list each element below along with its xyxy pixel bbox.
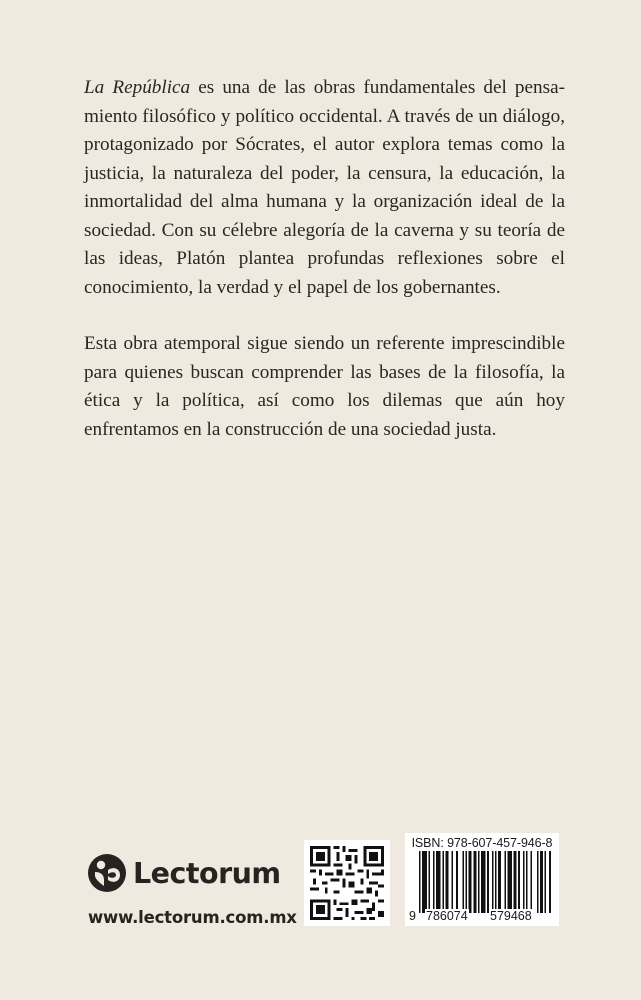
barcode-bar	[433, 851, 435, 913]
barcode-bar	[422, 851, 424, 913]
barcode-bars	[405, 851, 559, 913]
barcode-bar	[445, 851, 448, 913]
barcode-bar	[545, 851, 547, 913]
barcode-bar	[537, 851, 539, 913]
barcode-bar	[514, 851, 517, 913]
barcode-bar	[531, 851, 533, 913]
barcode-digits-left: 786074	[426, 909, 468, 923]
barcode-bar	[462, 851, 464, 913]
barcode-bar	[487, 851, 489, 913]
barcode-bar	[452, 851, 454, 913]
barcode-bar	[419, 851, 421, 913]
barcode-bar	[436, 851, 441, 913]
barcode-bar	[498, 851, 501, 913]
barcode-bar	[469, 851, 472, 913]
barcode-bar	[478, 851, 480, 913]
publisher-logo	[87, 852, 281, 894]
barcode-bar	[456, 851, 458, 913]
description-paragraph-1	[84, 74, 565, 302]
publisher-name: Lectorum	[133, 856, 281, 890]
barcode-bar	[540, 851, 543, 913]
barcode-bar	[526, 851, 528, 913]
qr-code-icon	[304, 840, 390, 926]
barcode-bar	[481, 851, 486, 913]
barcode-bar	[442, 851, 444, 913]
barcode-bar	[495, 851, 497, 913]
barcode-bar	[518, 851, 520, 913]
isbn-label: ISBN: 978-607-457-946-8	[411, 836, 553, 850]
barcode-bar	[504, 851, 506, 913]
barcode-bar	[473, 851, 476, 913]
barcode-digit-first: 9	[409, 909, 416, 923]
barcode-bar	[428, 851, 430, 913]
back-cover-description	[84, 74, 565, 444]
barcode-digits-right: 579468	[490, 909, 532, 923]
lectorum-logo-mark-icon	[87, 853, 127, 893]
barcode-bar	[523, 851, 525, 913]
isbn-barcode	[405, 833, 559, 926]
barcode-digits	[405, 909, 559, 925]
barcode-bar	[424, 851, 427, 913]
barcode-bar	[507, 851, 512, 913]
barcode-bar	[549, 851, 551, 913]
description-text-1: es una de las obras fundamentales del pensamiento filosófico y político occidental. A través de un diálogo, protagonizado por Sócrates, el autor explora temas como la justicia, la naturaleza del poder, la censura, la educación, la inmortalidad del alma humana y la organización ideal de la sociedad. Con su célebre alegoría de la caverna y su teoría de las ideas, Platón plantea profundas reflexiones sobre el conocimiento, la verdad y el papel de los gobernantes.	[84, 77, 565, 298]
description-paragraph-2: Esta obra atemporal sigue siendo un referente imprescindible para quienes buscan comprender las bases de la filosofía, la ética y la política, así como los dilemas que aún hoy enfrentamos en la construcción de una sociedad justa.	[84, 333, 565, 440]
barcode-bar	[466, 851, 468, 913]
publisher-website: www.lectorum.com.mx	[88, 908, 297, 927]
book-title: La República	[84, 77, 191, 98]
barcode-bar	[492, 851, 494, 913]
